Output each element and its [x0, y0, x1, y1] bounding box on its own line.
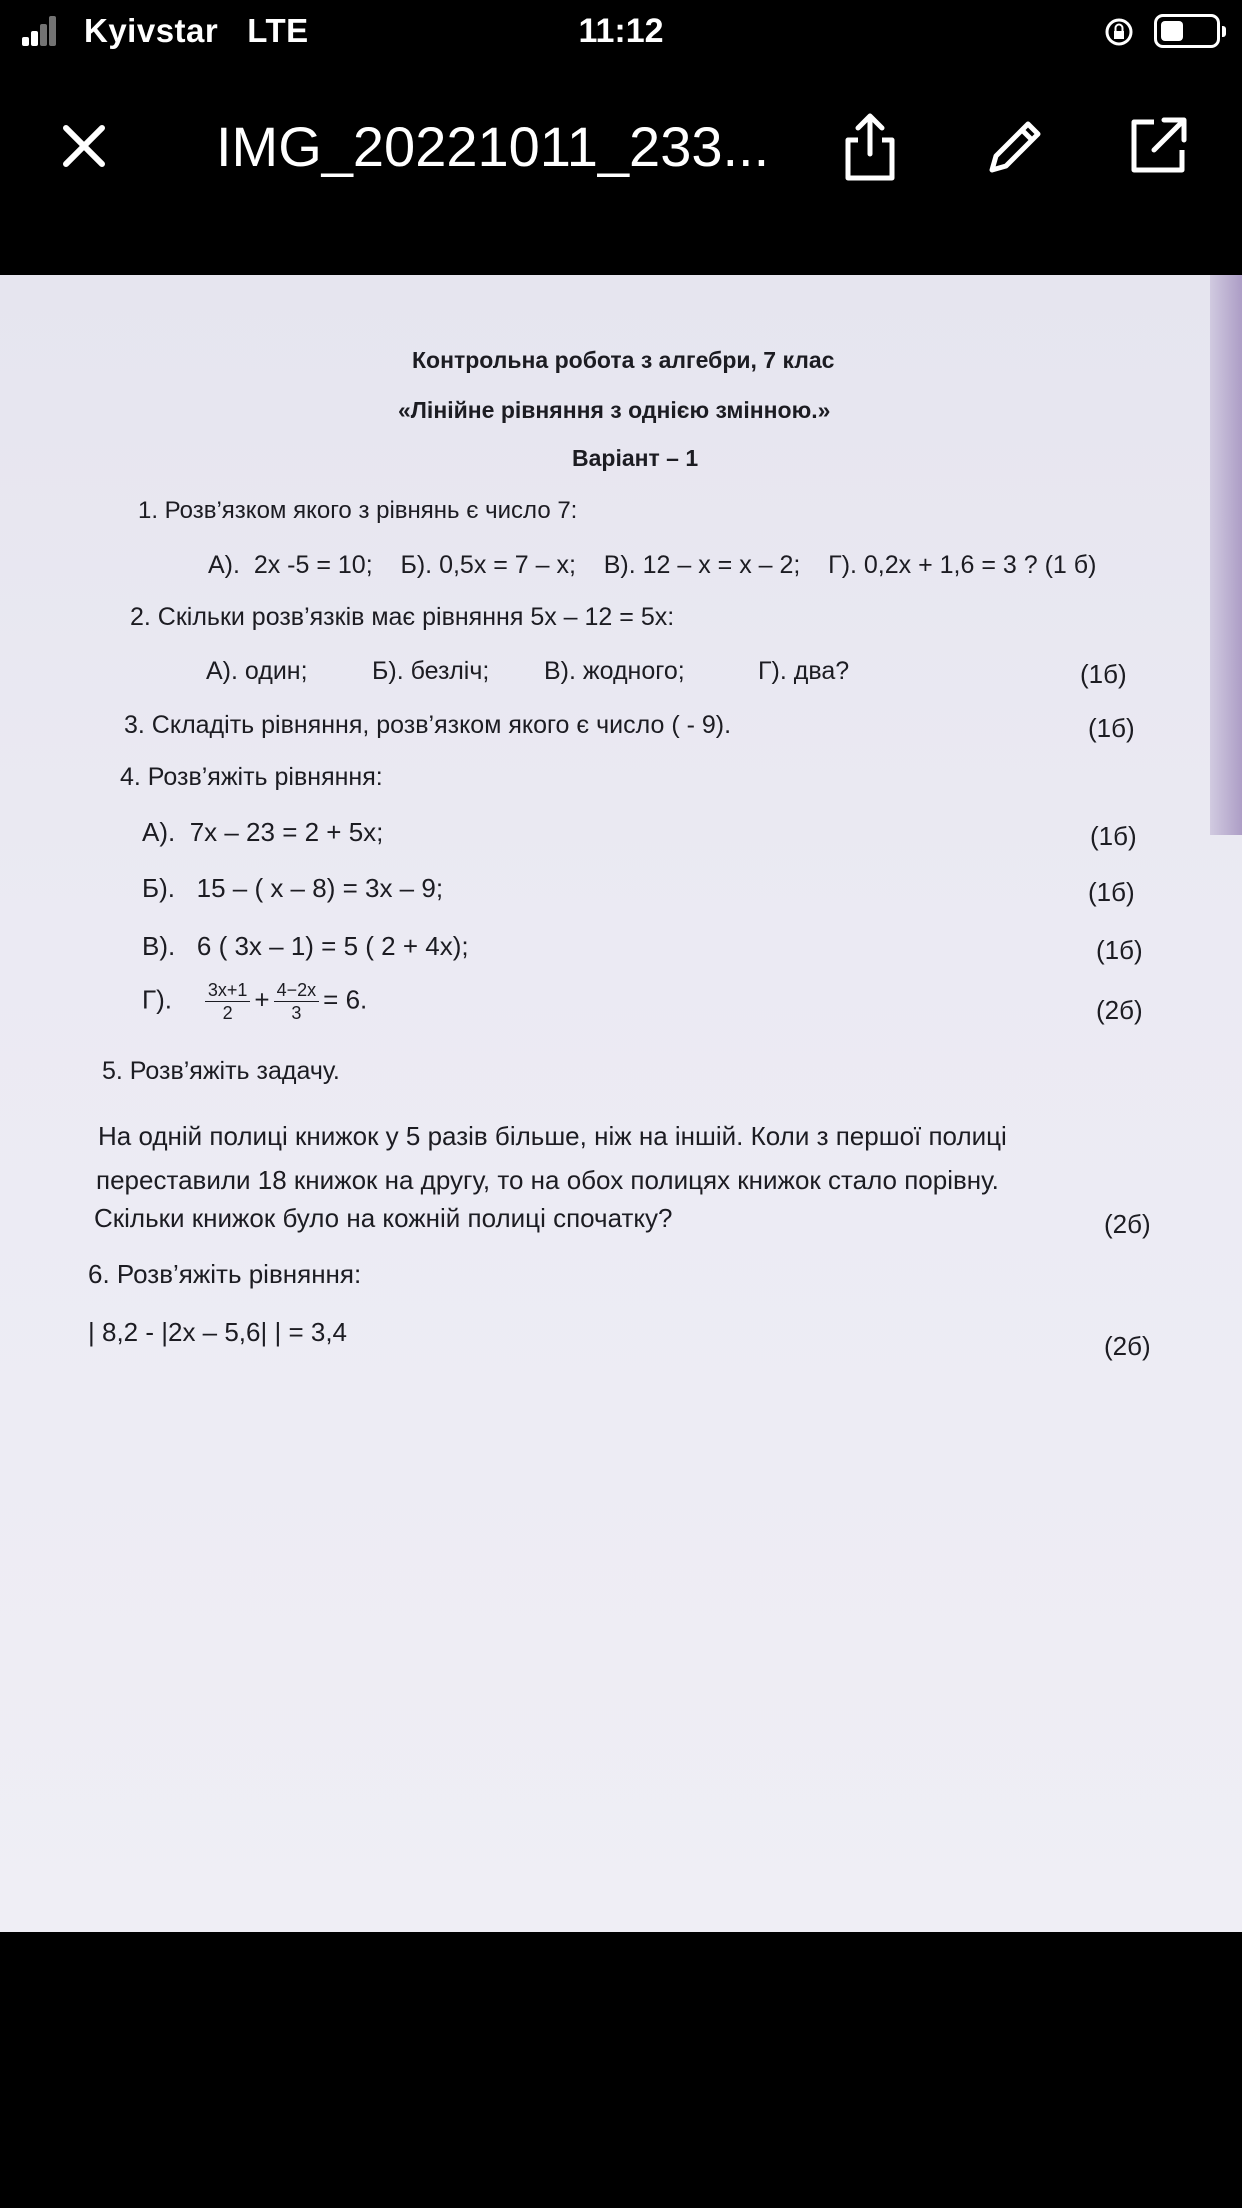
q4-a-equation: 7х – 23 = 2 + 5х; [189, 817, 384, 847]
heading-title: Контрольна робота з алгебри, 7 клас [412, 347, 835, 373]
q4-d-plus: + [254, 984, 270, 1015]
q5-line-3: Скільки книжок було на кожній полиці спочатку? [94, 1203, 673, 1233]
q4-d-rhs: = 6. [323, 984, 368, 1015]
clock: 11:12 [578, 12, 664, 50]
document-photo [0, 275, 1242, 1932]
question-5: 5. Розв’яжіть задачу. [102, 1057, 340, 1085]
q2-option-c: В). жодного; [544, 657, 685, 685]
variant-label: Варіант – 1 [572, 445, 699, 471]
question-6: 6. Розв’яжіть рівняння: [88, 1259, 362, 1289]
question-3: 3. Складіть рівняння, розв’язком якого є число ( - 9). [124, 711, 732, 739]
heading-topic: «Лінійне рівняння з однією змінною.» [398, 397, 831, 423]
q3-points: (1б) [1088, 713, 1135, 743]
q2-option-a: А). один; [206, 657, 308, 685]
q5-line-1: На одній полиці книжок у 5 разів більше, ніж на іншій. Коли з першої полиці [98, 1121, 1007, 1151]
q4-c-label: В). [142, 931, 176, 961]
question-4: 4. Розв’яжіть рівняння: [120, 763, 383, 791]
fraction-2: $\frac{4-2x}{3}$ [274, 979, 320, 1024]
question-1: 1. Розв’язком якого з рівнянь є число 7: [138, 497, 578, 524]
q4-d [142, 979, 367, 1024]
file-title: IMG_20221011_233... [216, 115, 770, 178]
q4-b [142, 873, 443, 904]
network-label: LTE [247, 12, 309, 49]
q4-c-equation: 6 ( 3х – 1) = 5 ( 2 + 4х); [196, 931, 469, 961]
q2-points: (1б) [1080, 659, 1127, 689]
q4-a-label: А). [142, 817, 176, 847]
q4-d-points: (2б) [1096, 995, 1143, 1025]
question-2: 2. Скільки розв’язків має рівняння 5х – 12 = 5х: [130, 603, 675, 631]
edit-icon[interactable] [976, 108, 1052, 184]
orientation-lock-icon [1104, 17, 1134, 47]
test-paper [0, 275, 1242, 1932]
battery-icon [1154, 14, 1220, 48]
q4-d-label: Г). [142, 984, 172, 1015]
status-bar [0, 0, 1242, 64]
q5-line-2: переставили 18 книжок на другу, то на обох полицях книжок стало порівну. [96, 1165, 999, 1195]
q2-option-b: Б). безліч; [372, 657, 490, 685]
q4-a-points: (1б) [1090, 821, 1137, 851]
q4-b-label: Б). [142, 873, 175, 903]
viewer-toolbar [0, 64, 1242, 274]
q5-points: (2б) [1104, 1209, 1151, 1239]
open-external-icon[interactable] [1120, 108, 1196, 184]
q4-a [142, 817, 383, 848]
fraction-1: $\frac{3x+1}{2}$ [205, 979, 251, 1024]
q6-equation: | 8,2 - |2х – 5,6| | = 3,4 [88, 1317, 347, 1347]
close-icon[interactable] [46, 108, 122, 184]
question-1-options: А). 2x -5 = 10; Б). 0,5х = 7 – х; В). 12 – х = х – 2; Г). 0,2х + 1,6 = 3 ? (1 б) [208, 551, 1097, 579]
q4-b-equation: 15 – ( х – 8) = 3х – 9; [196, 873, 444, 903]
q6-points: (2б) [1104, 1331, 1151, 1361]
q4-c-points: (1б) [1096, 935, 1143, 965]
q4-c [142, 931, 469, 962]
carrier-label: Kyivstar LTE [84, 12, 309, 49]
q2-option-d: Г). два? [758, 657, 850, 685]
q4-b-points: (1б) [1088, 877, 1135, 907]
share-icon[interactable] [832, 108, 908, 184]
